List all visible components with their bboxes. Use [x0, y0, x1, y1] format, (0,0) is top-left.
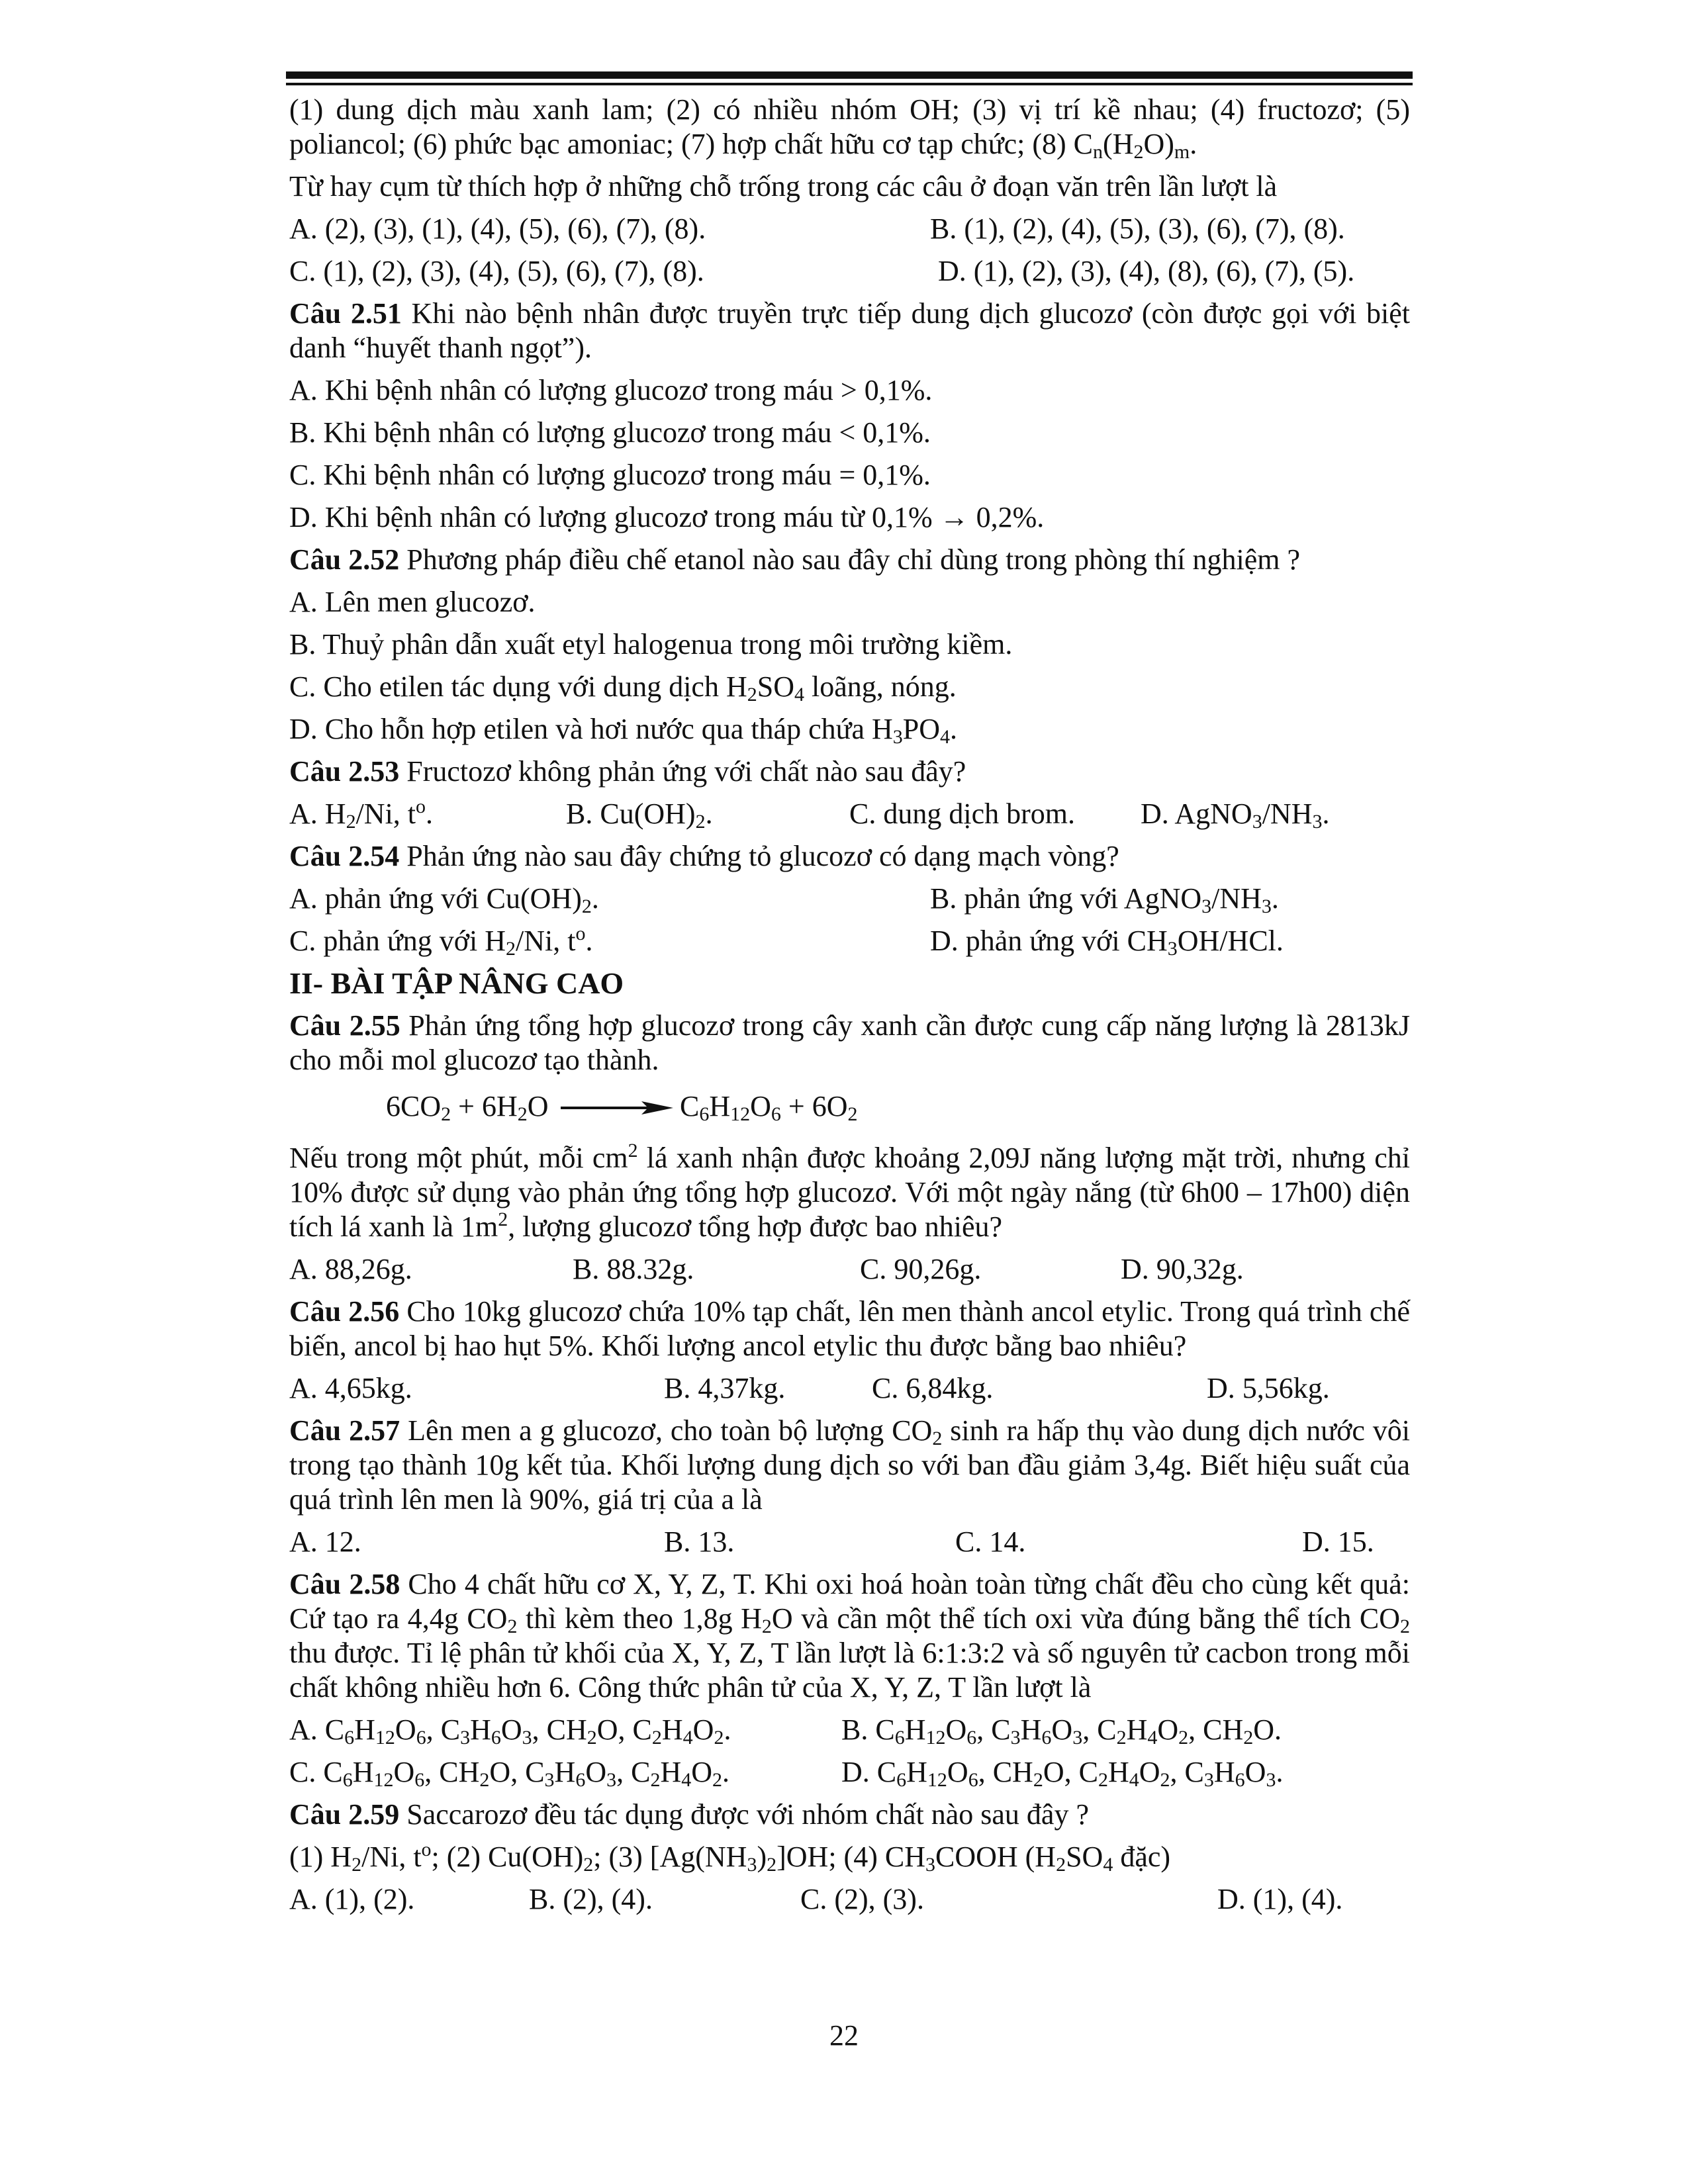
- page-content: [289, 93, 1410, 1917]
- option-a[interactable]: A. (2), (3), (1), (4), (5), (6), (7), (8).: [289, 212, 706, 245]
- option-a[interactable]: A. (1), (2).: [289, 1883, 415, 1915]
- page-number: 22: [829, 2019, 859, 2052]
- header-rule-thick: [286, 71, 1413, 79]
- intro-options-row-1: [289, 212, 1410, 246]
- option-b[interactable]: B. Khi bệnh nhân có lượng glucozơ trong máu < 0,1%.: [289, 416, 931, 449]
- options-row: [289, 797, 1410, 831]
- option-b[interactable]: B. (1), (2), (4), (5), (3), (6), (7), (8).: [930, 212, 1345, 245]
- reagent-list: (1) $H_2/Ni$, $t^o$; (2) $Cu(OH)_2$; (3) $[Ag(NH_3)_2]OH$; (4) $CH_3COOH$ ($H_2SO_4$ đặc): [289, 1839, 1171, 1876]
- option-b[interactable]: B. 4,37kg.: [664, 1372, 786, 1404]
- option-c[interactable]: C. 90,26g.: [860, 1253, 982, 1285]
- question-2-57: Câu 2.57 Lên men a g glucozơ, cho toàn bộ lượng $CO_2$ sinh ra hấp thụ vào dung dịch nước vôi trong tạo thành 10g kết tủa. Khối lượng dung dịch so với ban đầu giảm 3,4g. Biết hiệu suất của quá trình lên men là 90%, giá trị của a là: [289, 1414, 1411, 1516]
- equation-products: $C_6H_{12}O_6 + 6O_2$: [680, 1090, 858, 1125]
- option-c[interactable]: C. (2), (3).: [800, 1883, 924, 1915]
- question-label: Câu 2.52: [289, 543, 400, 576]
- option-d[interactable]: D. 90,32g.: [1121, 1253, 1244, 1285]
- option-a[interactable]: A. 4,65kg.: [289, 1372, 412, 1404]
- option-d[interactable]: D. Khi bệnh nhân có lượng glucozơ trong máu từ 0,1% → 0,2%.: [289, 501, 1045, 533]
- option-c[interactable]: C. 14.: [955, 1525, 1026, 1558]
- question-2-56: Câu 2.56 Cho 10kg glucozơ chứa 10% tạp chất, lên men thành ancol etylic. Trong quá trình chế biến, ancol bị hao hụt 5%. Khối lượng ancol etylic thu được bằng bao nhiêu?: [289, 1295, 1410, 1362]
- option-b[interactable]: B. 13.: [664, 1525, 735, 1558]
- option-a[interactable]: A. $H_2/Ni$, $t^o$.: [289, 796, 434, 833]
- options-row: [289, 1525, 1410, 1559]
- option-c[interactable]: C. 6,84kg.: [872, 1372, 994, 1404]
- question-label: Câu 2.53: [289, 755, 400, 788]
- question-2-51: Câu 2.51 Khi nào bệnh nhân được truyền trực tiếp dung dịch glucozơ (còn được gọi với biệt danh “huyết thanh ngọt”).: [289, 297, 1411, 364]
- question-2-58: Câu 2.58 Cho 4 chất hữu cơ X, Y, Z, T. Khi oxi hoá hoàn toàn từng chất đều cho cùng kết quả: Cứ tạo ra 4,4g $CO_2$ thì kèm theo 1,8g $H_2O$ và cần một thể tích oxi vừa đúng bằng thể tích $CO_2$ thu được. Tỉ lệ phân tử khối của X, Y, Z, T lần lượt là 6:1:3:2 và số nguyên tử cacbon trong mỗi chất không nhiều hơn 6. Công thức phân tử của X, Y, Z, T lần lượt là: [289, 1568, 1411, 1704]
- option-d[interactable]: D. $AgNO_3/NH_3$.: [1141, 797, 1330, 833]
- option-d[interactable]: D. 5,56kg.: [1207, 1372, 1330, 1404]
- option-c[interactable]: C. Khi bệnh nhân có lượng glucozơ trong máu = 0,1%.: [289, 459, 931, 491]
- option-b[interactable]: B. (2), (4).: [529, 1883, 653, 1915]
- option-a[interactable]: A. Khi bệnh nhân có lượng glucozơ trong máu > 0,1%.: [289, 374, 933, 406]
- option-d[interactable]: D. (1), (4).: [1217, 1883, 1343, 1915]
- intro-question: Từ hay cụm từ thích hợp ở những chỗ trống trong các câu ở đoạn văn trên lần lượt là: [289, 170, 1278, 203]
- question-2-55-body: Nếu trong một phút, mỗi $cm^2$ lá xanh nhận được khoảng 2,09J năng lượng mặt trời, nhưng chỉ 10% được sử dụng vào phản ứng tổng hợp glucozơ. Với một ngày nắng (từ 6h00 – 17h00) diện tích lá xanh là $1m^2$, lượng glucozơ tổng hợp được bao nhiêu?: [289, 1140, 1410, 1243]
- option-b[interactable]: B. 88.32g.: [573, 1253, 694, 1285]
- question-label: Câu 2.55: [289, 1009, 400, 1042]
- option-c[interactable]: C. (1), (2), (3), (4), (5), (6), (7), (8).: [289, 255, 704, 287]
- options-row-2: [289, 1755, 1410, 1790]
- options-row: [289, 1882, 1410, 1917]
- question-label: Câu 2.54: [289, 840, 400, 872]
- option-c[interactable]: C. $C_6H_{12}O_6$, $CH_2O$, $C_3H_6O_3$, $C_2H_4O_2$.: [289, 1756, 730, 1791]
- option-c[interactable]: C. Cho etilen tác dụng với dung dịch $H_2SO_4$ loãng, nóng.: [289, 670, 957, 705]
- option-b[interactable]: B. Thuỷ phân dẫn xuất etyl halogenua trong môi trường kiềm.: [289, 628, 1013, 660]
- question-2-52: Câu 2.52 Phương pháp điều chế etanol nào sau đây chỉ dùng trong phòng thí nghiệm ?: [289, 543, 1300, 576]
- header-rule-thin: [286, 83, 1413, 85]
- equation-reactants: $6CO_2 + 6H_2O$: [386, 1090, 549, 1125]
- option-a[interactable]: A. phản ứng với $Cu(OH)_2$.: [289, 882, 599, 917]
- section-heading: II- BÀI TẬP NÂNG CAO: [289, 966, 624, 1000]
- option-a[interactable]: A. Lên men glucozơ.: [289, 586, 536, 618]
- option-d[interactable]: D. 15.: [1302, 1525, 1374, 1558]
- intro-options-row-2: [289, 254, 1410, 289]
- reaction-arrow-icon: [561, 1101, 673, 1115]
- question-label: Câu 2.57: [289, 1414, 400, 1447]
- option-c[interactable]: C. phản ứng với $H_2/Ni$, $t^o$.: [289, 923, 593, 960]
- question-2-59: Câu 2.59 Saccarozơ đều tác dụng được với nhóm chất nào sau đây ?: [289, 1798, 1089, 1831]
- reaction-equation: [289, 1089, 1410, 1133]
- option-a[interactable]: A. $C_6H_{12}O_6$, $C_3H_6O_3$, $CH_2O$, $C_2H_4O_2$.: [289, 1713, 731, 1749]
- option-c[interactable]: C. dung dịch brom.: [849, 797, 1075, 830]
- option-b[interactable]: B. phản ứng với $AgNO_3/NH_3$.: [930, 882, 1279, 917]
- option-d[interactable]: D. (1), (2), (3), (4), (8), (6), (7), (5).: [938, 255, 1355, 287]
- option-b[interactable]: B. $C_6H_{12}O_6$, $C_3H_6O_3$, $C_2H_4O_2$, $CH_2O$.: [841, 1713, 1282, 1749]
- options-row: [289, 1371, 1410, 1406]
- options-row-1: [289, 1713, 1410, 1747]
- option-a[interactable]: A. 88,26g.: [289, 1253, 412, 1285]
- question-label: Câu 2.51: [289, 297, 402, 330]
- question-2-55: Câu 2.55 Phản ứng tổng hợp glucozơ trong cây xanh cần được cung cấp năng lượng là 2813kJ cho mỗi mol glucozơ tạo thành.: [289, 1009, 1410, 1076]
- intro-list: (1) dung dịch màu xanh lam; (2) có nhiều nhóm OH; (3) vị trí kề nhau; (4) fructozơ; (5) poliancol; (6) phức bạc amoniac; (7) hợp chất hữu cơ tạp chức; (8) $C_n(H_2O)_m$.: [289, 93, 1410, 163]
- question-2-54: Câu 2.54 Phản ứng nào sau đây chứng tỏ glucozơ có dạng mạch vòng?: [289, 840, 1119, 872]
- options-row-2: [289, 924, 1410, 958]
- question-2-53: Câu 2.53 Fructozơ không phản ứng với chất nào sau đây?: [289, 755, 966, 788]
- options-row-1: [289, 882, 1410, 916]
- option-d[interactable]: D. Cho hỗn hợp etilen và hơi nước qua tháp chứa $H_3PO_4$.: [289, 713, 958, 748]
- question-label: Câu 2.59: [289, 1798, 400, 1831]
- option-a[interactable]: A. 12.: [289, 1525, 361, 1558]
- option-d[interactable]: D. phản ứng với $CH_3OH$/HCl.: [930, 925, 1284, 960]
- question-label: Câu 2.58: [289, 1568, 400, 1600]
- option-d[interactable]: D. $C_6H_{12}O_6$, $CH_2O$, $C_2H_4O_2$, $C_3H_6O_3$.: [841, 1756, 1284, 1791]
- question-label: Câu 2.56: [289, 1295, 400, 1328]
- option-b[interactable]: B. $Cu(OH)_2$.: [566, 797, 713, 833]
- options-row: [289, 1252, 1410, 1287]
